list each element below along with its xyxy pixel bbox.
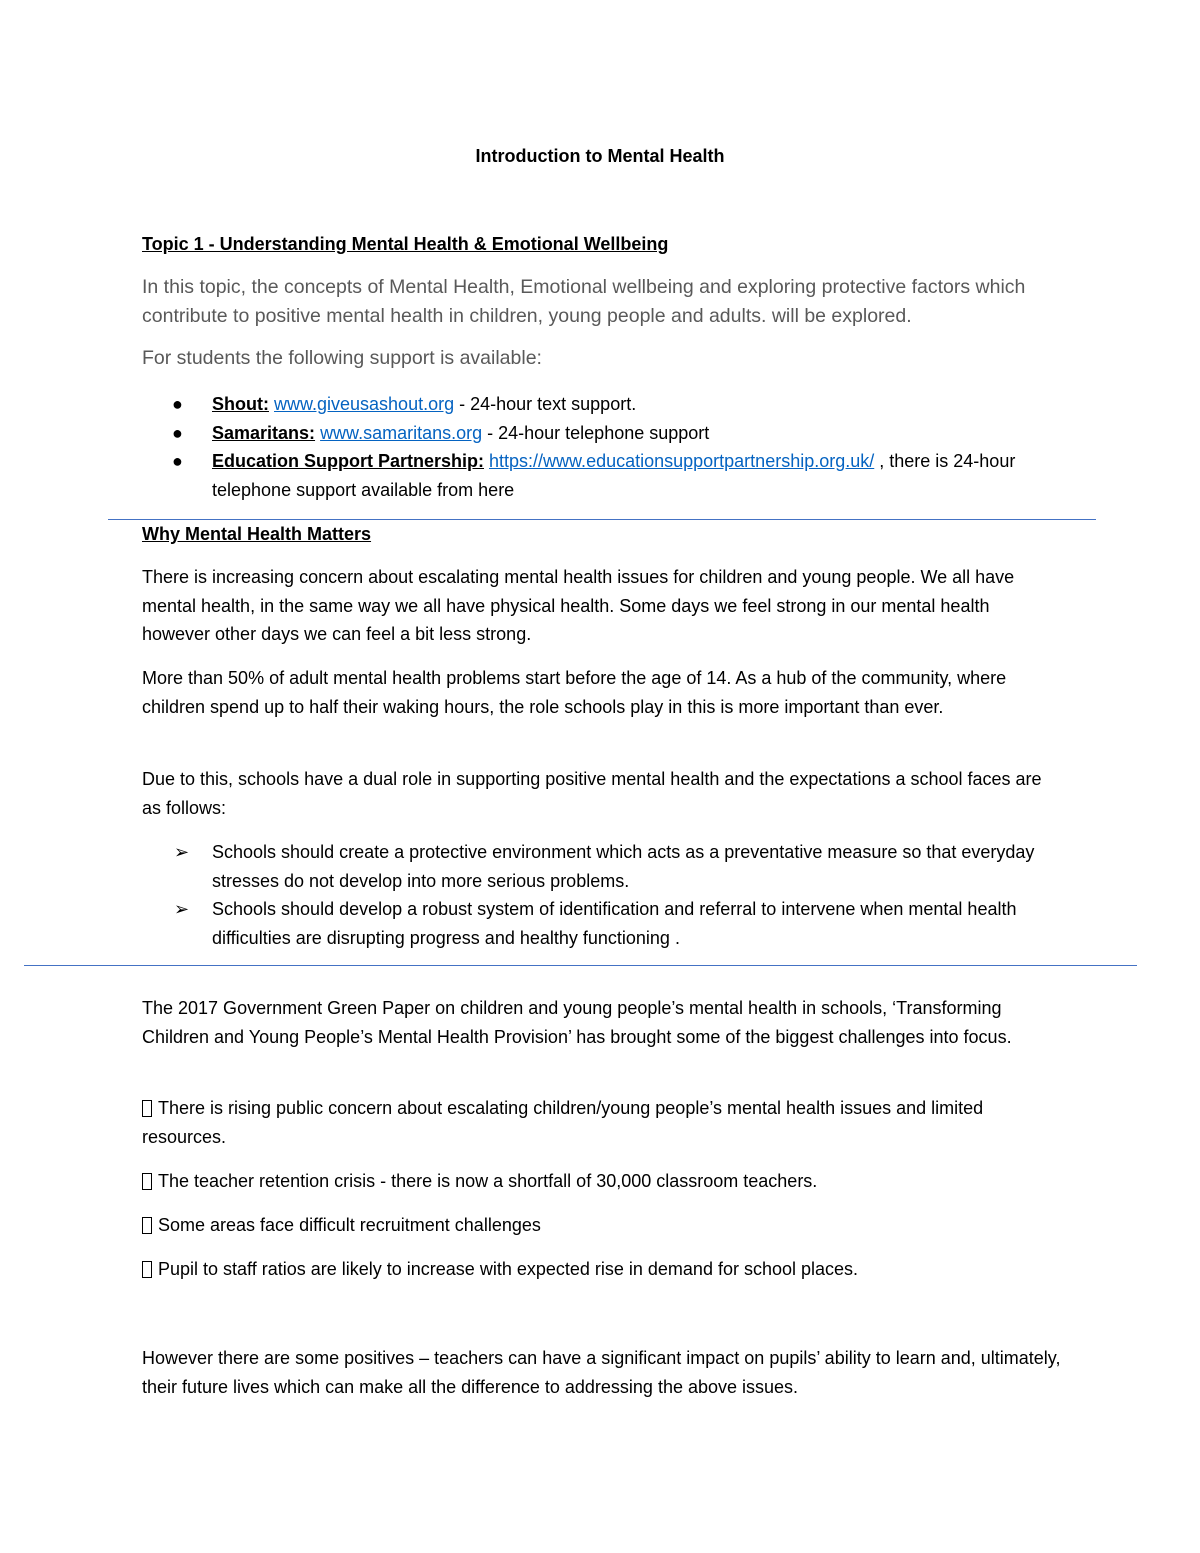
bullet-icon: ● — [172, 422, 183, 443]
challenge-text: The teacher retention crisis - there is now a shortfall of 30,000 classroom teachers. — [158, 1171, 818, 1191]
paragraph-green-paper: The 2017 Government Green Paper on children and young people’s mental health in schools, ‘Transforming Children and Young People’s Mental Health Provision’ has brought some of the biggest challenges into focus. — [142, 998, 1012, 1047]
intro-paragraph: In this topic, the concepts of Mental Health, Emotional wellbeing and exploring protective factors which contribute to positive mental health in children, young people and adults. will be explored. — [142, 276, 1026, 327]
expectation-item — [142, 838, 1042, 895]
topic-heading: Topic 1 - Understanding Mental Health & Emotional Wellbeing — [142, 234, 669, 254]
support-list — [142, 390, 1072, 504]
support-link-shout[interactable]: www.giveusashout.org — [274, 394, 455, 414]
support-label: Education Support Partnership: — [212, 451, 485, 471]
arrow-bullet-icon: ➢ — [174, 842, 190, 862]
arrow-bullet-icon: ➢ — [174, 899, 190, 919]
checkbox-glyph-icon — [142, 1173, 152, 1190]
expectation-text: Schools should develop a robust system of identification and referral to intervene when mental health difficulties are disrupting progress and healthy functioning . — [212, 899, 1017, 948]
support-item-samaritans — [142, 419, 1072, 448]
support-label: Samaritans: — [212, 422, 316, 443]
paragraph-dual-role: Due to this, schools have a dual role in supporting positive mental health and the expectations a school faces are as follows: — [142, 769, 1042, 818]
expectations-list — [142, 838, 1042, 952]
expectation-text: Schools should create a protective environment which acts as a preventative measure so that everyday stresses do not develop into more serious problems. — [212, 842, 1035, 891]
challenge-text: There is rising public concern about escalating children/young people’s mental health issues and limited resources. — [142, 1098, 984, 1147]
challenge-item — [142, 1211, 1062, 1240]
divider-bottom — [24, 965, 1137, 966]
paragraph-statistics: More than 50% of adult mental health problems start before the age of 14. As a hub of the community, where children spend up to half their waking hours, the role schools play in this is more important than ever. — [142, 668, 1007, 717]
paragraph-closing: However there are some positives – teachers can have a significant impact on pupils’ ability to learn and, ultimately, their future lives which can make all the difference to addressing the above issues. — [142, 1348, 1061, 1397]
challenge-text: Pupil to staff ratios are likely to increase with expected rise in demand for school places. — [158, 1259, 859, 1279]
support-item-education-support — [142, 447, 1072, 504]
support-label: Shout: — [212, 394, 269, 414]
challenge-item — [142, 1167, 1062, 1196]
checkbox-glyph-icon — [142, 1100, 152, 1117]
challenge-item — [142, 1094, 1062, 1151]
challenge-item — [142, 1255, 1062, 1284]
checkbox-glyph-icon — [142, 1217, 152, 1234]
expectation-item — [142, 895, 1042, 952]
support-description: , there is 24-hour telephone support available from here — [212, 451, 1016, 500]
support-link-education-support[interactable]: https://www.educationsupportpartnership.org.uk/ — [489, 451, 875, 471]
challenge-text: Some areas face difficult recruitment challenges — [158, 1215, 541, 1235]
support-description: - 24-hour text support. — [454, 394, 637, 414]
bullet-icon: ● — [172, 394, 183, 414]
support-link-samaritans[interactable]: www.samaritans.org — [320, 422, 483, 443]
checkbox-glyph-icon — [142, 1261, 152, 1278]
bullet-icon: ● — [172, 451, 183, 471]
section-heading: Why Mental Health Matters — [142, 524, 372, 544]
document-title: Introduction to Mental Health — [475, 146, 725, 166]
support-intro: For students the following support is available: — [142, 347, 542, 369]
support-description: - 24-hour telephone support — [482, 422, 710, 443]
divider-top — [108, 519, 1096, 520]
support-item-shout — [142, 390, 1072, 419]
paragraph-concern: There is increasing concern about escalating mental health issues for children and young people. We all have mental health, in the same way we all have physical health. Some days we feel strong in our mental health however other days we can feel a bit less strong. — [142, 567, 1015, 644]
